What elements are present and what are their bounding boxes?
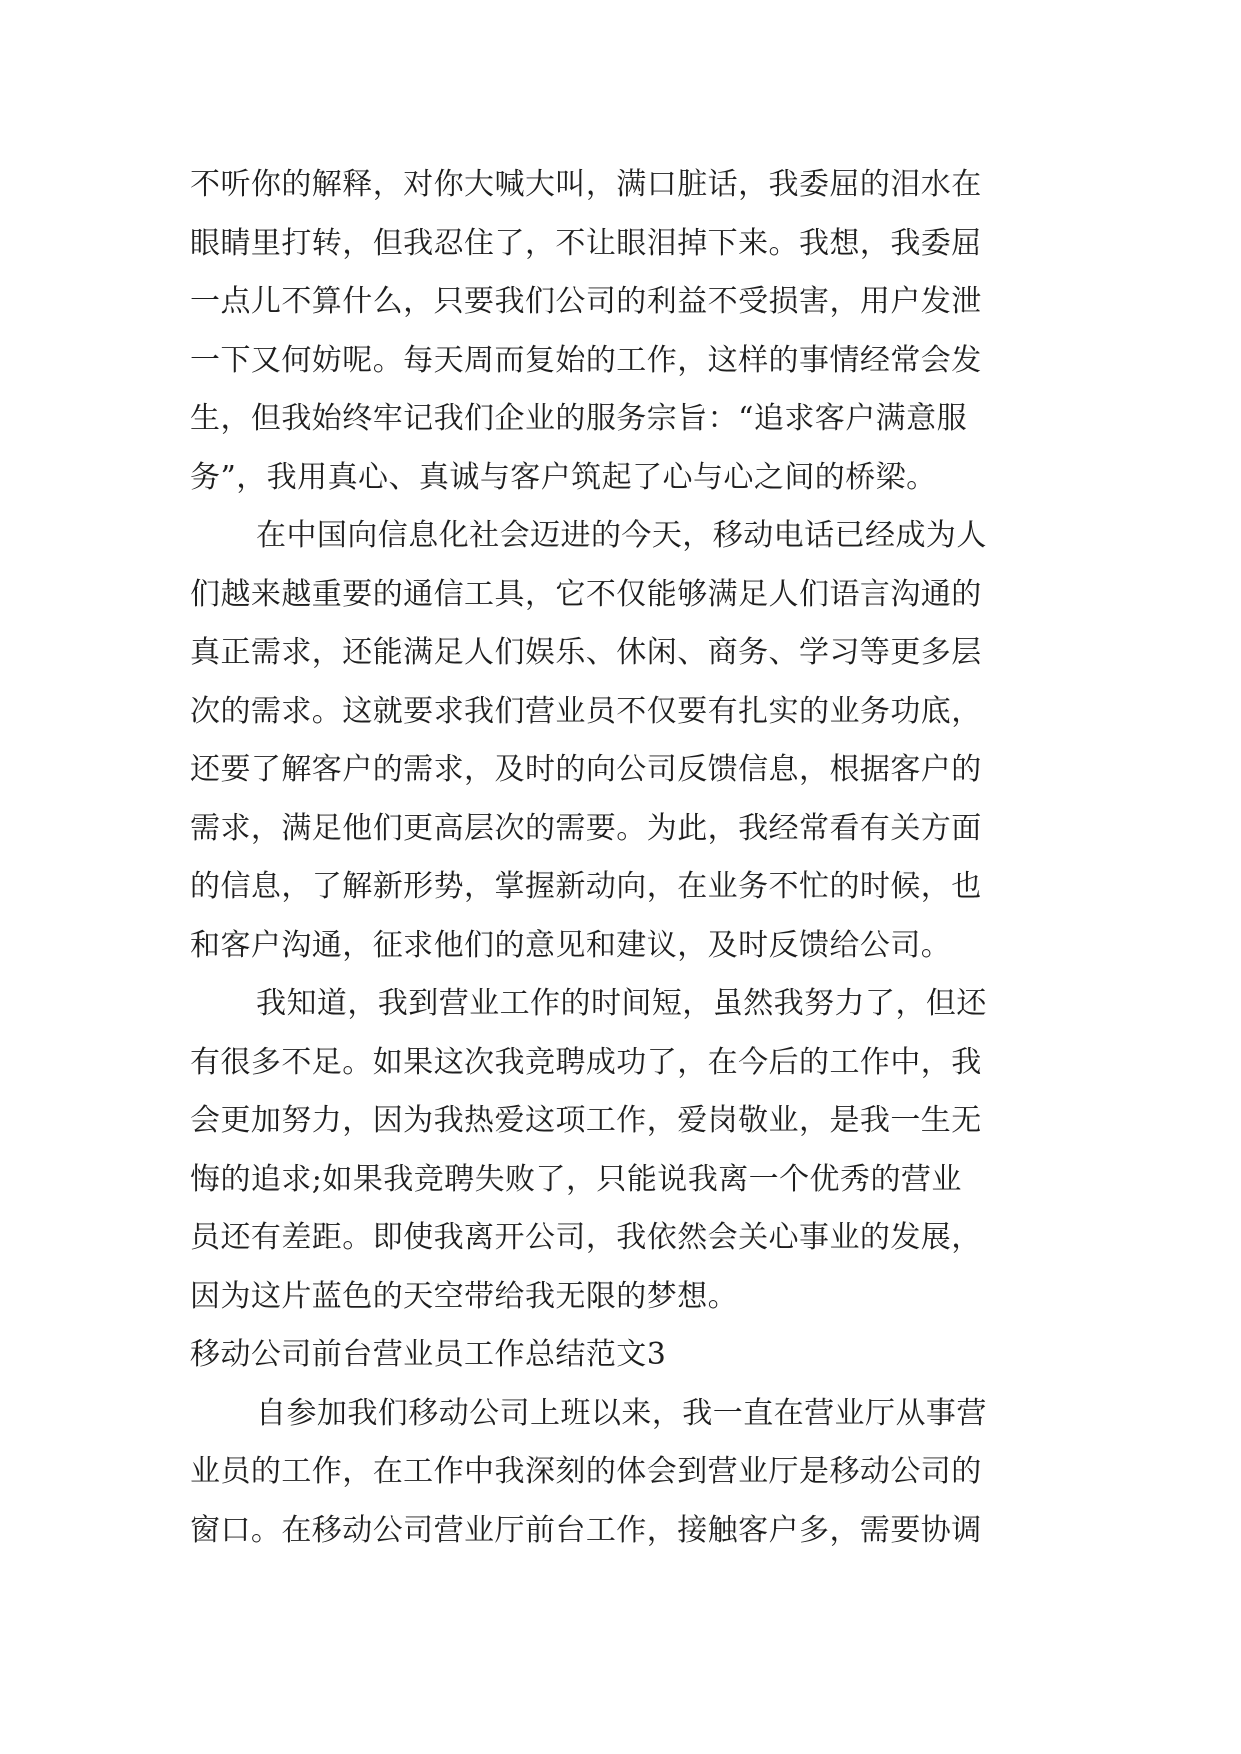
paragraph-first-line: 自参加我们移动公司上班以来，我一直在营业厅从事营 [256,1395,987,1431]
text-line: 窗口。在移动公司营业厅前台工作，接触客户多，需要协调 [190,1512,982,1548]
text-line: 务”，我用真心、真诚与客户筑起了心与心之间的桥梁。 [190,459,937,495]
section-heading: 移动公司前台营业员工作总结范文3 [190,1337,667,1372]
text-line: 生，但我始终牢记我们企业的服务宗旨：“追求客户满意服 [190,401,968,436]
text-line: 次的需求。这就要求我们营业员不仅要有扎实的业务功底， [190,693,982,729]
text-line: 和客户沟通，征求他们的意见和建议，及时反馈给公司。 [190,927,952,963]
text-line: 眼睛里打转，但我忍住了，不让眼泪掉下来。我想，我委屈 [190,225,982,261]
document-body [190,156,1058,1560]
text-line: 不听你的解释，对你大喊大叫，满口脏话，我委屈的泪水在 [190,167,982,202]
paragraph-first-line: 我知道，我到营业工作的时间短，虽然我努力了，但还 [256,986,987,1021]
text-line: 有很多不足。如果这次我竞聘成功了，在今后的工作中，我 [190,1044,982,1080]
text-line: 一点儿不算什么，只要我们公司的利益不受损害，用户发泄 [190,284,982,319]
text-line: 一下又何妨呢。每天周而复始的工作，这样的事情经常会发 [190,342,982,378]
text-line: 需求，满足他们更高层次的需要。为此，我经常看有关方面 [190,810,982,846]
text-line: 的信息，了解新形势，掌握新动向，在业务不忙的时候，也 [190,869,982,904]
text-line: 业员的工作，在工作中我深刻的体会到营业厅是移动公司的 [190,1454,982,1489]
text-line: 员还有差距。即使我离开公司，我依然会关心事业的发展， [190,1220,982,1255]
text-line: 真正需求，还能满足人们娱乐、休闲、商务、学习等更多层 [190,635,982,670]
text-line: 们越来越重要的通信工具，它不仅能够满足人们语言沟通的 [190,576,982,612]
text-line: 还要了解客户的需求，及时的向公司反馈信息，根据客户的 [190,752,982,787]
paragraph-first-line: 在中国向信息化社会迈进的今天，移动电话已经成为人 [256,518,987,553]
text-line: 因为这片蓝色的天空带给我无限的梦想。 [190,1278,739,1314]
text-line: 悔的追求;如果我竞聘失败了，只能说我离一个优秀的营业 [190,1161,962,1197]
text-line: 会更加努力，因为我热爱这项工作，爱岗敬业，是我一生无 [190,1103,982,1138]
